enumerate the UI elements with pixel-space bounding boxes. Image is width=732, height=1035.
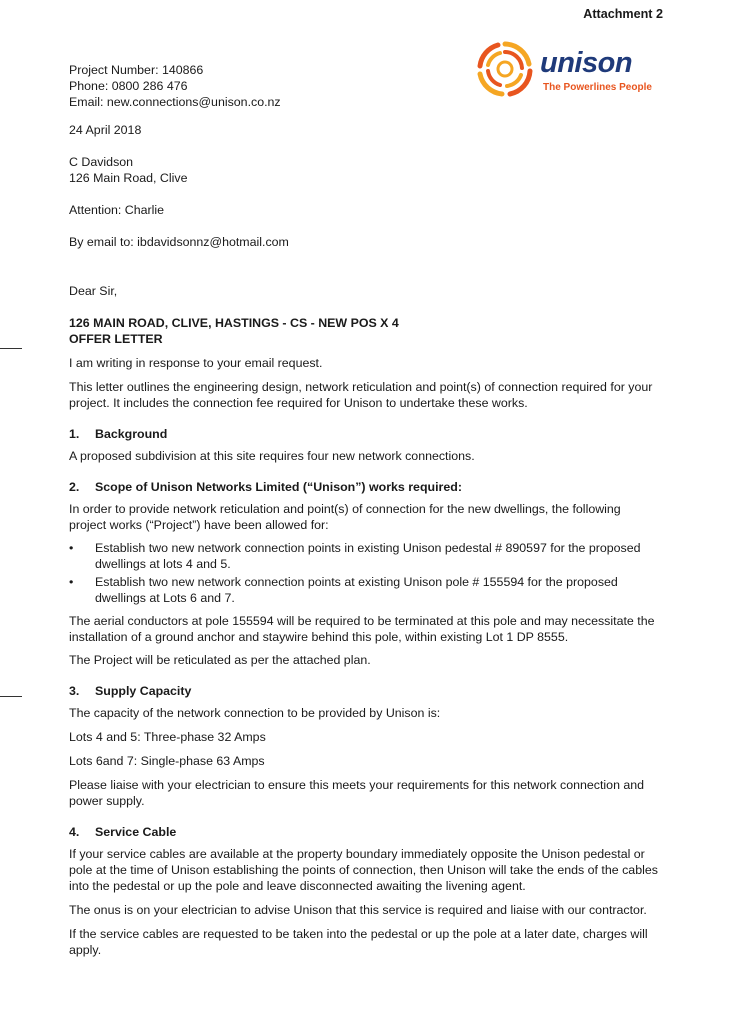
section-paragraph: The Project will be reticulated as per the attached plan. bbox=[69, 653, 371, 667]
section-paragraph: The aerial conductors at pole 155594 will be required to be terminated at this pole and may necessitate the installation of a ground anchor and staywire behind this pole, within existing Lot 1 DP 8555. bbox=[69, 614, 655, 644]
section-paragraph: Lots 6and 7: Single-phase 63 Amps bbox=[69, 754, 265, 768]
bullet-dot: • bbox=[69, 541, 74, 555]
attachment-label: Attachment 2 bbox=[583, 7, 663, 21]
attention-line: Attention: Charlie bbox=[69, 203, 165, 217]
contact-block bbox=[69, 62, 661, 110]
intro-paragraph: I am writing in response to your email request. bbox=[69, 356, 323, 370]
section-paragraph: If the service cables are requested to be taken into the pedestal or up the pole at a later date, charges will apply. bbox=[69, 927, 648, 957]
section-heading-supply-capacity: 3. Supply Capacity bbox=[69, 684, 192, 698]
section-paragraph: The onus is on your electrician to advise Unison that this service is required and liaise with our contractor. bbox=[69, 903, 647, 917]
section-heading-service-cable: 4. Service Cable bbox=[69, 825, 177, 839]
subject-line-1: 126 MAIN ROAD, CLIVE, HASTINGS - CS - NEW POS X 4 bbox=[69, 316, 399, 330]
salutation: Dear Sir, bbox=[69, 284, 118, 298]
list-item: • Establish two new network connection points in existing Unison pedestal # 890597 for the proposed dwellings at lots 4 and 5. bbox=[69, 541, 641, 571]
recipient-address: 126 Main Road, Clive bbox=[69, 171, 188, 185]
scope-bullet-list bbox=[69, 540, 661, 606]
logo-tagline: The Powerlines People bbox=[543, 82, 652, 93]
section-heading-scope: 2. Scope of Unison Networks Limited (“Unison”) works required: bbox=[69, 480, 462, 494]
subject-heading bbox=[69, 315, 661, 347]
recipient-name: C Davidson bbox=[69, 155, 134, 169]
section-paragraph: The capacity of the network connection to be provided by Unison is: bbox=[69, 706, 441, 720]
margin-mark bbox=[0, 696, 22, 697]
email: Email: new.connections@unison.co.nz bbox=[69, 95, 281, 109]
by-email-line: By email to: ibdavidsonnz@hotmail.com bbox=[69, 235, 289, 249]
section-heading-background: 1. Background bbox=[69, 427, 168, 441]
bullet-dot: • bbox=[69, 575, 74, 589]
intro-paragraph: This letter outlines the engineering design, network reticulation and point(s) of connection required for your project. It includes the connection fee required for Unison to undertake these works. bbox=[69, 380, 653, 410]
section-paragraph: In order to provide network reticulation and point(s) of connection for the new dwellings, the following project works (“Project”) have been allowed for: bbox=[69, 502, 621, 532]
subject-line-2: OFFER LETTER bbox=[69, 332, 163, 346]
project-number: Project Number: 140866 bbox=[69, 63, 204, 77]
phone: Phone: 0800 286 476 bbox=[69, 79, 188, 93]
section-paragraph: A proposed subdivision at this site requires four new network connections. bbox=[69, 449, 475, 463]
section-paragraph: Lots 4 and 5: Three-phase 32 Amps bbox=[69, 730, 266, 744]
margin-mark bbox=[0, 348, 22, 349]
logo-wordmark: unison bbox=[540, 47, 633, 79]
section-paragraph: If your service cables are available at the property boundary immediately opposite the Unison pedestal or pole at the time of Unison establishing the points of connection, then Unison will take the ends of the cables into the pedestal or up the pole and leave disconnected awaiting the livening agent. bbox=[69, 847, 658, 893]
letter-body bbox=[69, 62, 661, 958]
section-paragraph: Please liaise with your electrician to ensure this meets your requirements for this network connection and power supply. bbox=[69, 778, 645, 808]
recipient-block bbox=[69, 154, 661, 186]
letter-date: 24 April 2018 bbox=[69, 123, 142, 137]
list-item: • Establish two new network connection points at existing Unison pole # 155594 for the proposed dwellings at Lots 6 and 7. bbox=[69, 575, 618, 605]
